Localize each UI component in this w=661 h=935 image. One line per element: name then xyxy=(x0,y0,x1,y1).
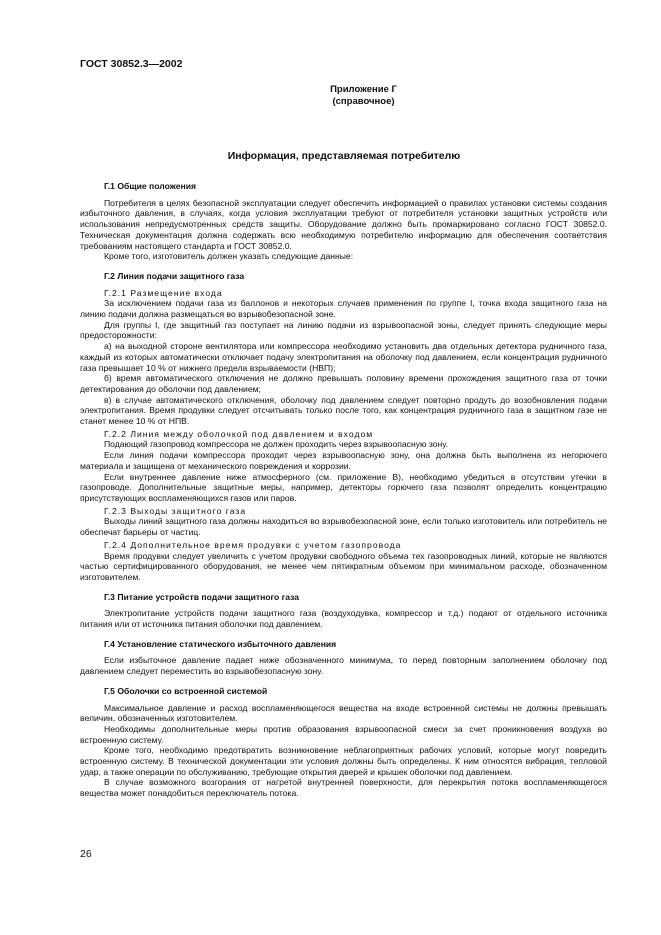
paragraph: Для группы I, где защитный газ поступает на линию подачи из взрывоопасной зоны, следует принять следующие меры предосторожности: xyxy=(80,319,607,341)
subsection-heading: Г.2.3 Выходы защитного газа xyxy=(104,505,247,516)
paragraph: Подающий газопровод компрессора не должен проходить через взрывоопасную зону. xyxy=(104,439,449,450)
standard-header: ГОСТ 30852.3—2002 xyxy=(80,58,183,70)
paragraph: Время продувки следует увеличить с учетом продувки свободного объема тех газопроводных линий, которые не являются частью сертифицированного оборудования, не менее чем пятикратным объемом при минимальном расходе, обозначенном изготовителем. xyxy=(80,550,607,582)
paragraph: Максимальное давление и расход воспламеняющегося вещества на входе встроенной системы не должны превышать величин, обозначенных изготовителем. xyxy=(80,702,607,724)
paragraph: б) время автоматического отключения не должно превышать половину времени прохождения защитного газа от точки детектирования до оболочки под давлением; xyxy=(80,373,607,394)
paragraph: Кроме того, изготовитель должен указать следующие данные: xyxy=(104,251,354,262)
paragraph: Выходы линий защитного газа должны находиться во взрывобезопасной зоне, если только изготовитель или потребитель не обеспечат барьеры от частиц. xyxy=(80,516,607,538)
appendix-title: Приложение Г xyxy=(330,84,397,95)
appendix-type: (справочное) xyxy=(332,96,395,107)
appendix-label xyxy=(0,84,661,108)
paragraph: Если внутреннее давление ниже атмосферного (см. приложение В), необходимо убедиться в отсутствии утечки в газопроводе. Дополнительные защитные меры, например, детекторы горючего газа позволят определить концентрацию присутствующих воспламеняющихся газов или паров. xyxy=(80,471,607,503)
paragraph: За исключением подачи газа из баллонов и некоторых случаев применения по группе I, точка входа защитного газа на линию подачи должна размещаться во взрывобезопасной зоне. xyxy=(80,298,607,320)
subsection-heading: Г.2.4 Дополнительное время продувки с учетом газопровода xyxy=(104,539,402,550)
paragraph: а) на выходной стороне вентилятора или компрессора необходимо установить два отдельных детектора рудничного газа, каждый из которых автоматически отключает подачу электропитания на оболочку под давлением, если концентрация рудничного газа превышает 10 % от нижнего предела взрываемости (НВП); xyxy=(80,341,607,373)
paragraph: Если избыточное давление падает ниже обозначенного минимума, то перед повторным заполнением оболочку под давлением следует переместить во взрывобезопасную зону. xyxy=(80,655,607,677)
page-title: Информация, представляемая потребителю xyxy=(227,150,461,162)
paragraph: в) в случае автоматического отключения, оболочку под давлением следует повторно продуть до возобновления подачи электропитания. Время продувки следует отсчитывать только после того, как концентрация рудничного газа в защитном газе не станет менее 10 % от НПВ. xyxy=(80,394,607,427)
page-number: 26 xyxy=(80,848,92,860)
section-heading: Г.5 Оболочки со встроенной системой xyxy=(104,685,268,696)
subsection-heading: Г.2.1 Размещение входа xyxy=(104,287,223,298)
section-heading: Г.2 Линия подачи защитного газа xyxy=(104,270,245,281)
paragraph: Если линия подачи компрессора проходит через взрывоопасную зону, она должна быть выполнена из негорючего материала и защищена от механического повреждения и коррозии. xyxy=(80,450,607,471)
document-body xyxy=(80,177,607,799)
section-heading: Г.4 Установление статического избыточного давления xyxy=(104,638,337,649)
subsection-heading: Г.2.2 Линия между оболочкой под давлением и входом xyxy=(104,428,374,439)
paragraph: Электропитание устройств подачи защитного газа (воздуходувка, компрессор и т.д.) подают от отдельного источника питания или от источника питания оболочки под давлением. xyxy=(80,608,607,630)
section-heading: Г.1 Общие положения xyxy=(104,181,196,191)
paragraph: В случае возможного возгорания от нагретой внутренней поверхности, для перекрытия потока воспламеняющегося вещества может понадобиться переключатель потока. xyxy=(80,777,607,799)
paragraph: Необходимы дополнительные меры против образования взрывоопасной смеси за счет проникновения воздуха во встроенную систему. xyxy=(80,723,607,745)
paragraph: Кроме того, необходимо предотвратить возникновение неблагоприятных рабочих условий, которые могут повредить встроенную систему. В технической документации эти условия должны быть определены. К ним относятся вибрация, тепловой удар, а также операции по обслуживанию, требующие открытия дверей и крышек оболочки под давлением. xyxy=(80,745,607,777)
section-heading: Г.3 Питание устройств подачи защитного газа xyxy=(104,591,300,602)
paragraph: Потребителя в целях безопасной эксплуатации следует обеспечить информацией о правилах установки системы создания избыточного давления, в случаях, когда условия эксплуатации требуют от потребителя установки защитных устройств или использования непредусмотренных средств защиты. Оборудование должно быть промаркировано согласно ГОСТ 30852.0. Техническая документация должна содержать всю необходимую потребителю информацию для обеспечения соответствия требованиям настоящего стандарта и ГОСТ 30852.0. xyxy=(80,197,607,251)
